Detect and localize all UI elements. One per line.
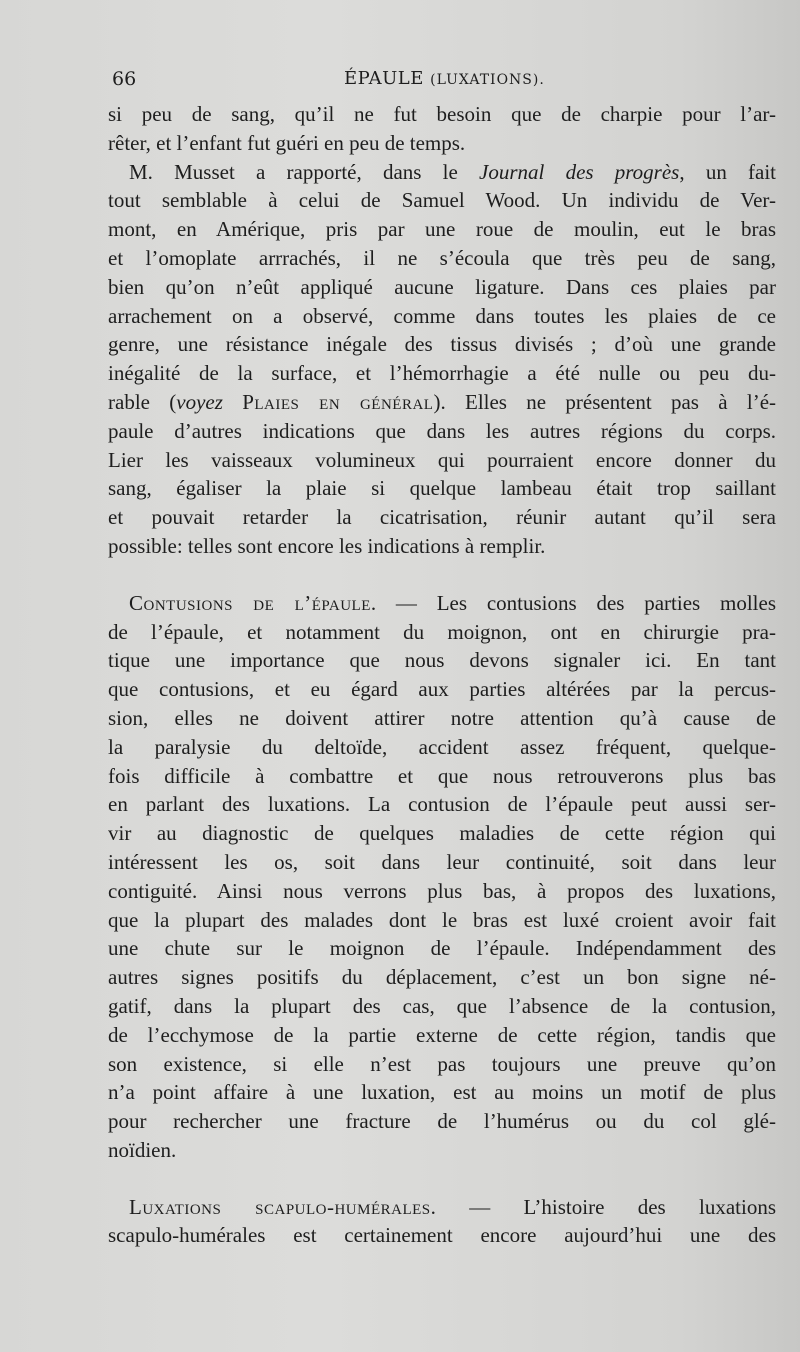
paragraph-gap: [108, 1165, 776, 1193]
page-number: 66: [112, 68, 137, 90]
text-line: M. Musset a rapporté, dans le Journal des progrès, un fait: [129, 159, 777, 184]
text-line: n’a point affaire à une luxation, est au moins un motif de plus: [108, 1080, 776, 1105]
text-line: bien qu’on n’eût appliqué aucune ligature. Dans ces plaies par: [108, 274, 776, 299]
text-line: une chute sur le moignon de l’épaule. Indépendamment des: [108, 936, 776, 961]
text-line: mont, en Amérique, pris par une roue de moulin, eut le bras: [108, 217, 776, 242]
text-line: vir au diagnostic de quelques maladies de cette région qui: [108, 821, 776, 846]
text-line: Lier les vaisseaux volumineux qui pourraient encore donner du: [108, 447, 776, 472]
text-line: paule d’autres indications que dans les autres régions du corps.: [108, 418, 776, 443]
text-line: son existence, si elle n’est pas toujours une preuve qu’on: [108, 1051, 776, 1076]
text-line: fois difficile à combattre et que nous retrouverons plus bas: [108, 763, 776, 788]
text-line: genre, une résistance inégale des tissus divisés ; d’où une grande: [108, 332, 776, 357]
text-line: Luxations scapulo-humérales. — L’histoire des luxations: [129, 1194, 777, 1219]
text-line: scapulo-humérales est certainement encore aujourd’hui une des: [108, 1223, 776, 1248]
text-line: tout semblable à celui de Samuel Wood. Un individu de Ver-: [108, 188, 776, 213]
text-line: sang, égaliser la plaie si quelque lambeau était trop saillant: [108, 476, 776, 501]
text-line: intéressent les os, soit dans leur continuité, soit dans leur: [108, 849, 776, 874]
text-line: de l’ecchymose de la partie externe de cette région, tandis que: [108, 1022, 776, 1047]
text-line: contiguité. Ainsi nous verrons plus bas, à propos des luxations,: [108, 878, 776, 903]
running-head-sub: (LUXATIONS).: [430, 72, 545, 88]
text-line: rable (voyez Plaies en général). Elles ne présentent pas à l’é-: [108, 389, 777, 414]
text-line: gatif, dans la plupart des cas, que l’absence de la contusion,: [108, 993, 776, 1018]
text-line: noïdien.: [108, 1137, 177, 1162]
text-line: si peu de sang, qu’il ne fut besoin que de charpie pour l’ar-: [108, 102, 776, 126]
text-line: de l’épaule, et notamment du moignon, ont en chirurgie pra-: [108, 619, 776, 644]
text-line: et l’omoplate arrrachés, il ne s’écoula que très peu de sang,: [108, 245, 776, 270]
text-line: Contusions de l’épaule. — Les contusions des parties molles: [129, 590, 777, 615]
paragraph: [108, 100, 776, 158]
page-body: [108, 100, 776, 1250]
text-line: que contusions, et eu égard aux parties altérées par la percus-: [108, 677, 776, 702]
paragraph: [108, 158, 776, 561]
text-line: la paralysie du deltoïde, accident assez fréquent, quelque-: [108, 734, 776, 759]
text-line: arrachement on a observé, comme dans toutes les plaies de ce: [108, 303, 776, 328]
paragraph-gap: [108, 561, 776, 589]
text-line: tique une importance que nous devons signaler ici. En tant: [108, 648, 776, 673]
text-line: possible: telles sont encore les indications à remplir.: [108, 533, 546, 558]
running-head-main: ÉPAULE: [344, 68, 424, 89]
paragraph: [108, 1193, 776, 1251]
paragraph: [108, 589, 776, 1165]
text-line: pour rechercher une fracture de l’humérus ou du col glé-: [108, 1109, 776, 1134]
text-line: inégalité de la surface, et l’hémorrhagie a été nulle ou peu du-: [108, 361, 776, 386]
text-line: que la plupart des malades dont le bras est luxé croient avoir fait: [108, 907, 776, 932]
text-line: et pouvait retarder la cicatrisation, réunir autant qu’il sera: [108, 505, 776, 530]
running-head: [344, 68, 545, 89]
text-line: sion, elles ne doivent attirer notre attention qu’à cause de: [108, 705, 776, 730]
page-header: [112, 68, 776, 98]
text-line: en parlant des luxations. La contusion de l’épaule peut aussi ser-: [108, 792, 776, 817]
text-line: autres signes positifs du déplacement, c’est un bon signe né-: [108, 965, 776, 990]
text-line: rêter, et l’enfant fut guéri en peu de temps.: [108, 130, 466, 155]
